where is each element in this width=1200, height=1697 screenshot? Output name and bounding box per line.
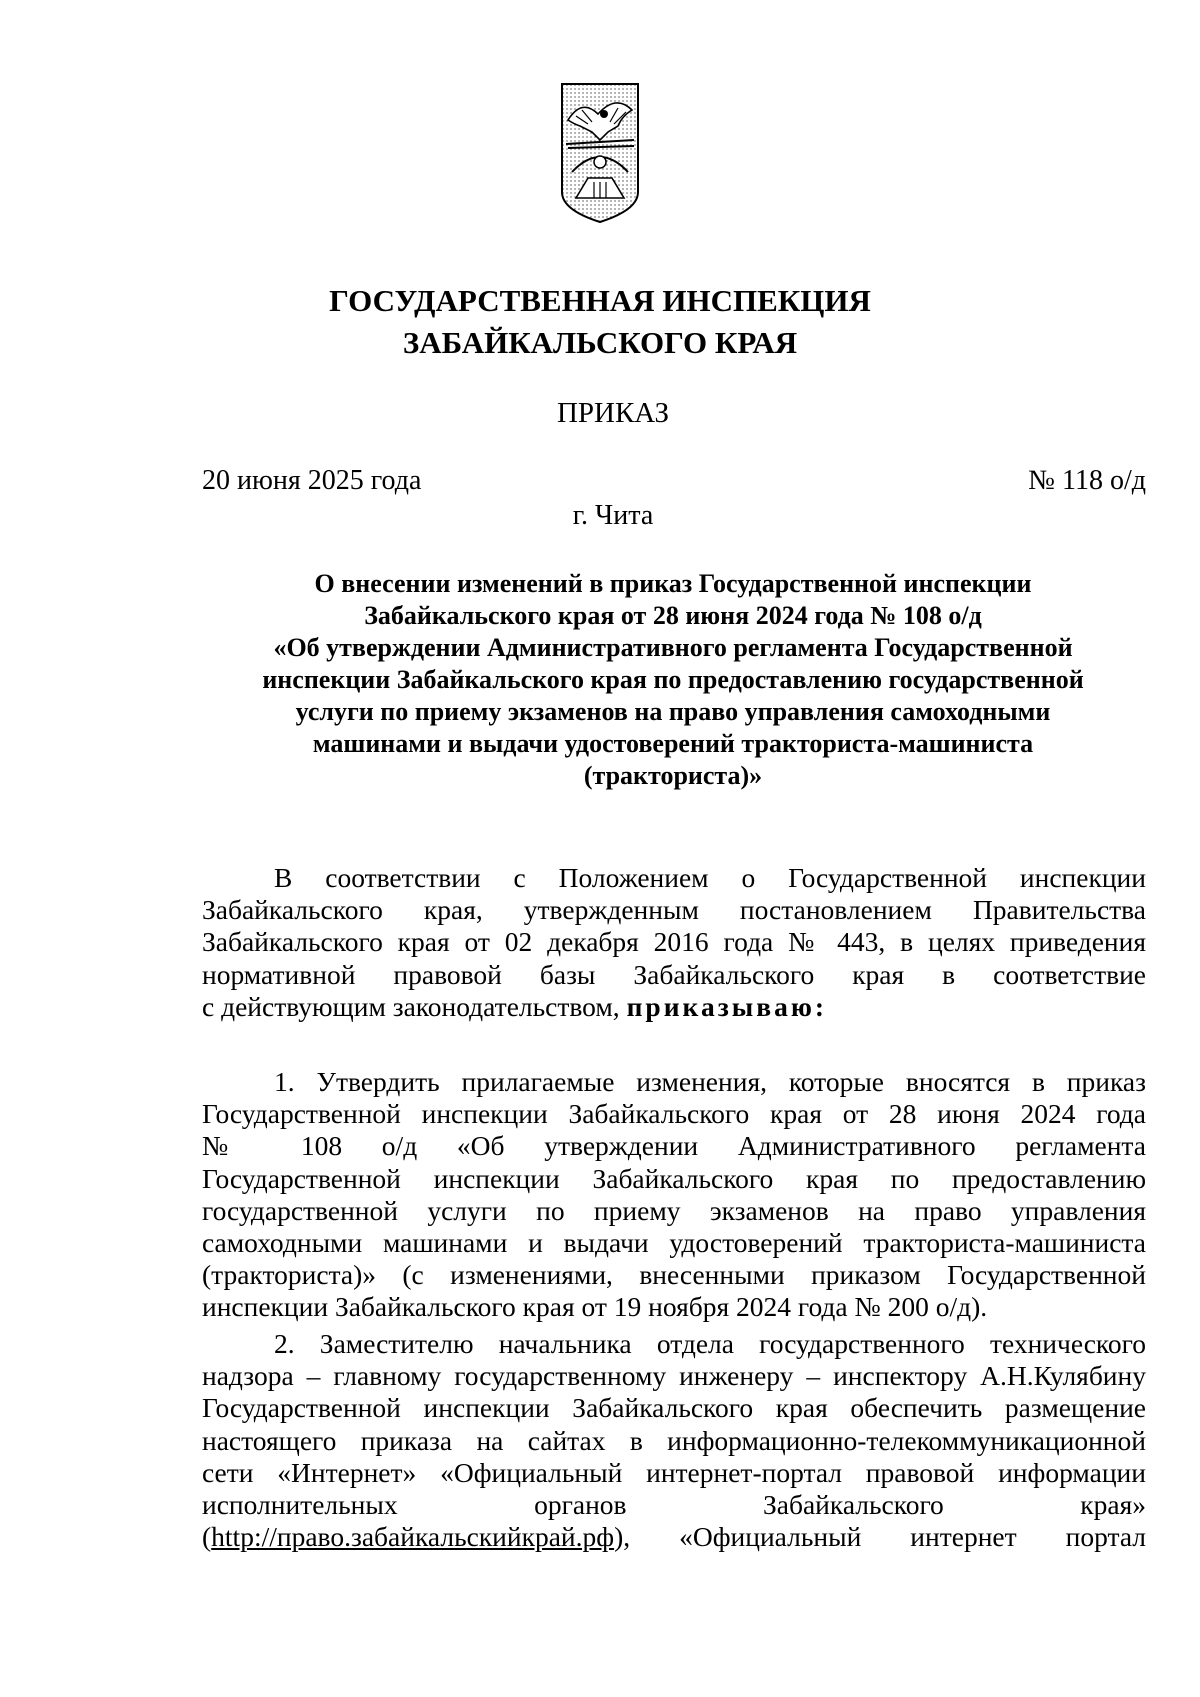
- preamble-paragraph: [202, 862, 1146, 1023]
- paragraph-line: (тракториста)» (с изменениями, внесенными приказом Государственной: [202, 1259, 1146, 1291]
- paragraph-line: [202, 991, 1146, 1023]
- paragraph-line: инспекции Забайкальского края от 19 ноября 2024 года № 200 о/д).: [202, 1291, 988, 1323]
- paragraph-line: 2. Заместителю начальника отдела государственного технического: [274, 1328, 1146, 1359]
- title-line: услуги по приему экзаменов на право управления самоходными: [295, 697, 1051, 726]
- paragraph-line: сети «Интернет» «Официальный интернет-портал правовой информации: [202, 1456, 1146, 1488]
- paragraph-line: [202, 1521, 1146, 1553]
- document-title: [200, 568, 1146, 792]
- title-line: Забайкальского края от 28 июня 2024 года № 108 о/д: [364, 601, 982, 630]
- title-line: О внесении изменений в приказ Государственной инспекции: [314, 569, 1032, 598]
- paragraph-line: Государственной инспекции Забайкальского края по предоставлению: [202, 1162, 1146, 1194]
- document-date: 20 июня 2025 года: [202, 465, 422, 496]
- title-line: «Об утверждении Административного регламента Государственной: [273, 633, 1073, 662]
- paragraph-line: нормативной правовой базы Забайкальского края в соответствие: [202, 958, 1146, 990]
- paragraph-line: исполнительных органов Забайкальского края»: [202, 1488, 1146, 1520]
- item-1-paragraph: [202, 1066, 1146, 1324]
- organization-name-line2: ЗАБАЙКАЛЬСКОГО КРАЯ: [402, 325, 798, 360]
- title-line: машинами и выдачи удостоверений тракториста-машиниста: [312, 729, 1034, 758]
- open-paren: (: [202, 1521, 212, 1553]
- document-number: № 118 о/д: [1028, 465, 1146, 496]
- portal-link[interactable]: http://право.забайкальскийкрай.рф: [211, 1521, 615, 1553]
- organization-name-line1: ГОСУДАРСТВЕННАЯ ИНСПЕКЦИЯ: [329, 283, 871, 318]
- paragraph-line: Государственной инспекции Забайкальского края обеспечить размещение: [202, 1392, 1146, 1424]
- paragraph-line: самоходными машинами и выдачи удостоверений тракториста-машиниста: [202, 1226, 1146, 1258]
- paragraph-line: 1. Утвердить прилагаемые изменения, которые вносятся в приказ: [274, 1066, 1146, 1097]
- paragraph-line: государственной услуги по приему экзаменов на право управления: [202, 1194, 1146, 1226]
- paragraph-line: Государственной инспекции Забайкальского края от 28 июня 2024 года: [202, 1098, 1146, 1130]
- paragraph-line: В соответствии с Положением о Государственной инспекции: [274, 862, 1146, 893]
- paragraph-line: Забайкальского края от 02 декабря 2016 года № 443, в целях приведения: [202, 926, 1146, 958]
- document-city: г. Чита: [572, 500, 654, 531]
- title-line: инспекции Забайкальского края по предоставлению государственной: [262, 665, 1084, 694]
- document-type: ПРИКАЗ: [556, 397, 670, 429]
- paragraph-line: надзора – главному государственному инженеру – инспектору А.Н.Кулябину: [202, 1360, 1146, 1392]
- item-2-paragraph: [202, 1328, 1146, 1553]
- coat-of-arms-icon: [558, 80, 642, 226]
- link-trailing-text: ), «Официальный интернет портал: [614, 1521, 1146, 1553]
- title-line: (тракториста)»: [583, 761, 763, 790]
- paragraph-line: Забайкальского края, утвержденным постановлением Правительства: [202, 894, 1146, 926]
- paragraph-line: настоящего приказа на сайтах в информационно-телекоммуникационной: [202, 1424, 1146, 1456]
- order-command: приказываю:: [626, 990, 828, 1022]
- paragraph-line: № 108 о/д «Об утверждении Административного регламента: [202, 1130, 1146, 1162]
- preamble-last-line-text: с действующим законодательством,: [202, 990, 627, 1022]
